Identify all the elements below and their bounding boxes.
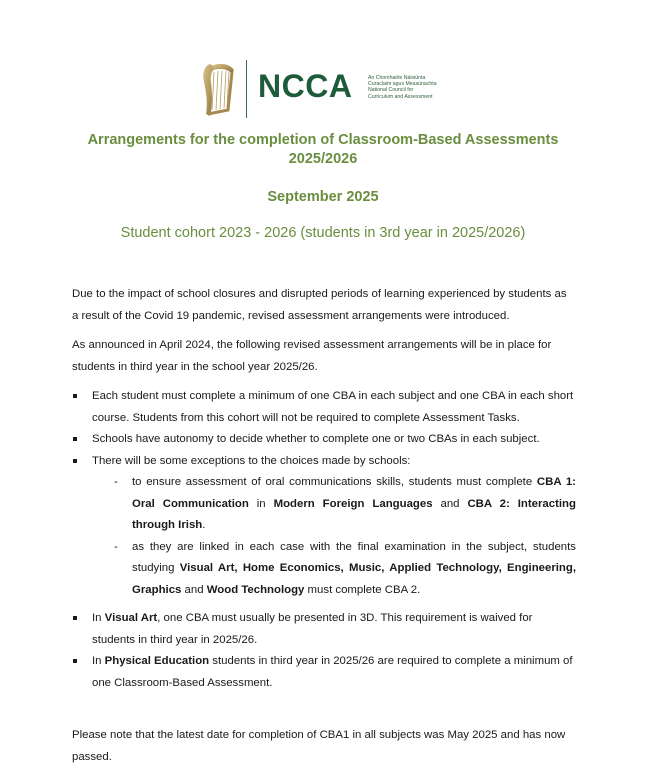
- bold-term: CBA 2: Interacting through Irish: [132, 497, 576, 531]
- logo-sub-line: Curaclaim agus Measúnachta: [368, 81, 437, 88]
- list-item: [72, 386, 576, 429]
- square-bullet-icon: [73, 659, 77, 663]
- list-item: In Physical Education students in third year in 2025/26 are required to complete a minimum of one Classroom-Based Assessment.: [72, 651, 576, 694]
- list-item-text: Schools have autonomy to decide whether to complete one or two CBAs in each subject.: [92, 433, 540, 445]
- bold-term: CBA 1: Oral Communication: [132, 476, 576, 510]
- list-item: - as they are linked in each case with the final examination in the subject, students studying Visual Art, Home Economics, Music, Applied Technology, Engineering, Graphics and Wood Technology must complete CBA 2.: [92, 537, 576, 602]
- subject-notes-list: [72, 608, 576, 694]
- dash-bullet-icon: -: [114, 540, 118, 553]
- ncca-logo: [198, 58, 448, 122]
- list-item: In Visual Art, one CBA must usually be presented in 3D. This requirement is waived for students in third year in 2025/26.: [72, 608, 576, 651]
- cohort-subtitle: Student cohort 2023 - 2026 (students in 3rd year in 2025/2026): [120, 225, 526, 241]
- square-bullet-icon: [73, 437, 77, 441]
- list-item: [72, 429, 576, 451]
- document-date: September 2025: [267, 189, 379, 205]
- logo-divider: [246, 60, 247, 118]
- list-item: - to ensure assessment of oral communications skills, students must complete CBA 1: Oral Communication in Modern Foreign Languages and CBA 2: Interacting through Irish.: [92, 472, 576, 537]
- arrangements-list: [72, 386, 576, 601]
- harp-icon: [198, 60, 238, 118]
- closing-note: Please note that the latest date for completion of CBA1 in all subjects was May 2025 and has now passed.: [72, 729, 566, 763]
- logo-sub-line: An Chomhairle Náisiúnta: [368, 75, 426, 81]
- list-item-text: There will be some exceptions to the choices made by schools:: [92, 454, 411, 467]
- logo-sub-line: Curriculum and Assessment: [368, 93, 433, 100]
- exceptions-list: [92, 472, 576, 601]
- bold-term: Wood Technology: [206, 583, 305, 596]
- bold-term: Visual Art: [104, 612, 158, 624]
- logo-subtitle: [368, 75, 458, 100]
- intro-paragraph: Due to the impact of school closures and disrupted periods of learning experienced by students as a result of the Covid 19 pandemic, revised assessment arrangements were introduced.: [72, 288, 567, 322]
- document-title: Arrangements for the completion of Classroom-Based Assessments 2025/2026: [87, 132, 559, 167]
- bold-term: Visual Art, Home Economics, Music, Applied Technology, Engineering, Graphics: [132, 562, 577, 596]
- square-bullet-icon: [73, 394, 77, 398]
- logo-sub-line: National Council for: [368, 87, 414, 94]
- bold-term: Modern Foreign Languages: [273, 497, 433, 510]
- list-item-text: Each student must complete a minimum of one CBA in each subject and one CBA in each short course. Students from this cohort will not be required to complete Assessment Tasks.: [92, 390, 574, 424]
- square-bullet-icon: [73, 459, 77, 463]
- square-bullet-icon: [73, 616, 77, 620]
- logo-wordmark: NCCA: [258, 68, 353, 104]
- announcement-paragraph: As announced in April 2024, the following revised assessment arrangements will be in place for students in third year in the school year 2025/26.: [72, 339, 552, 373]
- bold-term: Physical Education: [104, 655, 210, 667]
- dash-bullet-icon: -: [114, 476, 118, 488]
- list-item: [72, 451, 576, 602]
